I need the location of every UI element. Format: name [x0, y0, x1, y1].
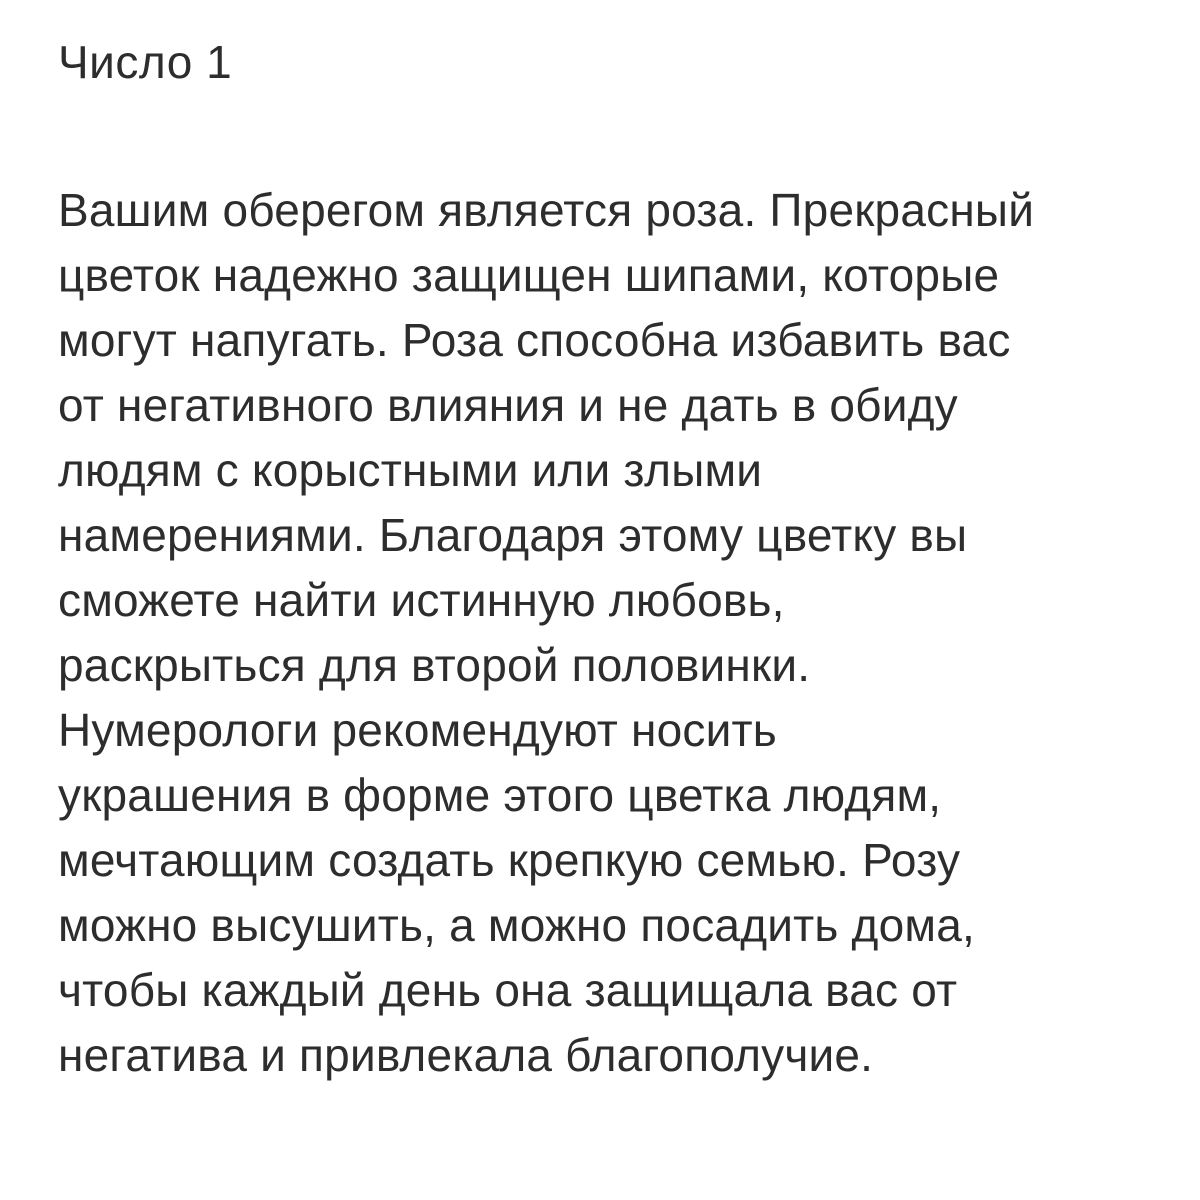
text-line: Вашим оберегом является роза. Прекрасный: [58, 184, 1035, 236]
text-line: украшения в форме этого цветка людям,: [58, 769, 942, 821]
text-line: мечтающим создать крепкую семью. Розу: [58, 834, 961, 886]
text-line: можно высушить, а можно посадить дома,: [58, 899, 975, 951]
text-line: сможете найти истинную любовь,: [58, 574, 785, 626]
text-line: Нумерологи рекомендуют носить: [58, 704, 777, 756]
text-line: цветок надежно защищен шипами, которые: [58, 249, 1000, 301]
text-line: могут напугать. Роза способна избавить вас: [58, 314, 1011, 366]
page-title: Число 1: [58, 36, 233, 88]
text-line: от негативного влияния и не дать в обиду: [58, 379, 958, 431]
text-line: раскрыться для второй половинки.: [58, 639, 811, 691]
text-line: людям с корыстными или злыми: [58, 444, 763, 496]
text-line: намерениями. Благодаря этому цветку вы: [58, 509, 968, 561]
body-text: [58, 178, 1178, 1153]
text-line: чтобы каждый день она защищала вас от: [58, 964, 958, 1016]
text-line: негатива и привлекала благополучие.: [58, 1029, 874, 1081]
